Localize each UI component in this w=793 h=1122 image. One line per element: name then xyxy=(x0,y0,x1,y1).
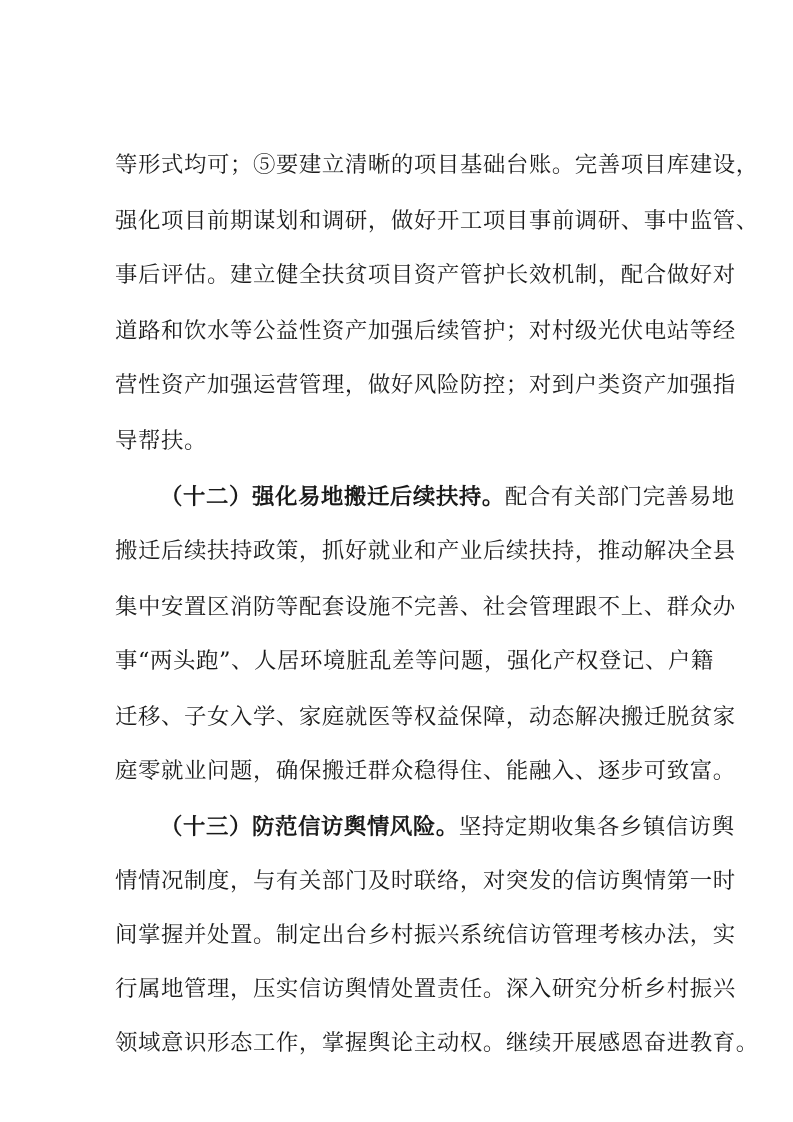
body-line: 领域意识形态工作，掌握舆论主动权。继续开展感恩奋进教育。 xyxy=(115,1030,759,1056)
body-line: 情情况制度，与有关部门及时联络，对突发的信访舆情第一时 xyxy=(115,868,736,894)
section-12-first-line xyxy=(160,482,735,512)
body-line: 强化项目前期谋划和调研，做好开工项目事前调研、事中监管、 xyxy=(115,208,759,234)
section-13-title: （十三）防范信访舆情风险。 xyxy=(160,814,459,840)
body-line: 间掌握并处置。制定出台乡村振兴系统信访管理考核办法，实 xyxy=(115,922,736,948)
body-line: 迁移、子女入学、家庭就医等权益保障，动态解决搬迁脱贫家 xyxy=(115,704,736,730)
body-line: 道路和饮水等公益性资产加强后续管护；对村级光伏电站等经 xyxy=(115,318,736,344)
section-13-text: 坚持定期收集各乡镇信访舆 xyxy=(458,814,735,840)
body-line: 等形式均可；⑤要建立清晰的项目基础台账。完善项目库建设， xyxy=(115,152,759,178)
section-13-first-line xyxy=(160,812,735,842)
section-12-text: 配合有关部门完善易地 xyxy=(504,484,735,510)
body-line: 搬迁后续扶持政策，抓好就业和产业后续扶持，推动解决全县 xyxy=(115,538,736,564)
body-line: 庭零就业问题，确保搬迁群众稳得住、能融入、逐步可致富。 xyxy=(115,758,736,784)
body-line: 事后评估。建立健全扶贫项目资产管护长效机制，配合做好对 xyxy=(115,262,736,288)
body-line: 营性资产加强运营管理，做好风险防控；对到户类资产加强指 xyxy=(115,372,736,398)
body-line: 事“两头跑”、人居环境脏乱差等问题，强化产权登记、户籍 xyxy=(115,648,714,674)
body-line: 集中安置区消防等配套设施不完善、社会管理跟不上、群众办 xyxy=(115,594,736,620)
section-12-title: （十二）强化易地搬迁后续扶持。 xyxy=(160,484,505,510)
body-line: 行属地管理，压实信访舆情处置责任。深入研究分析乡村振兴 xyxy=(115,976,736,1002)
body-line: 导帮扶。 xyxy=(115,428,207,454)
